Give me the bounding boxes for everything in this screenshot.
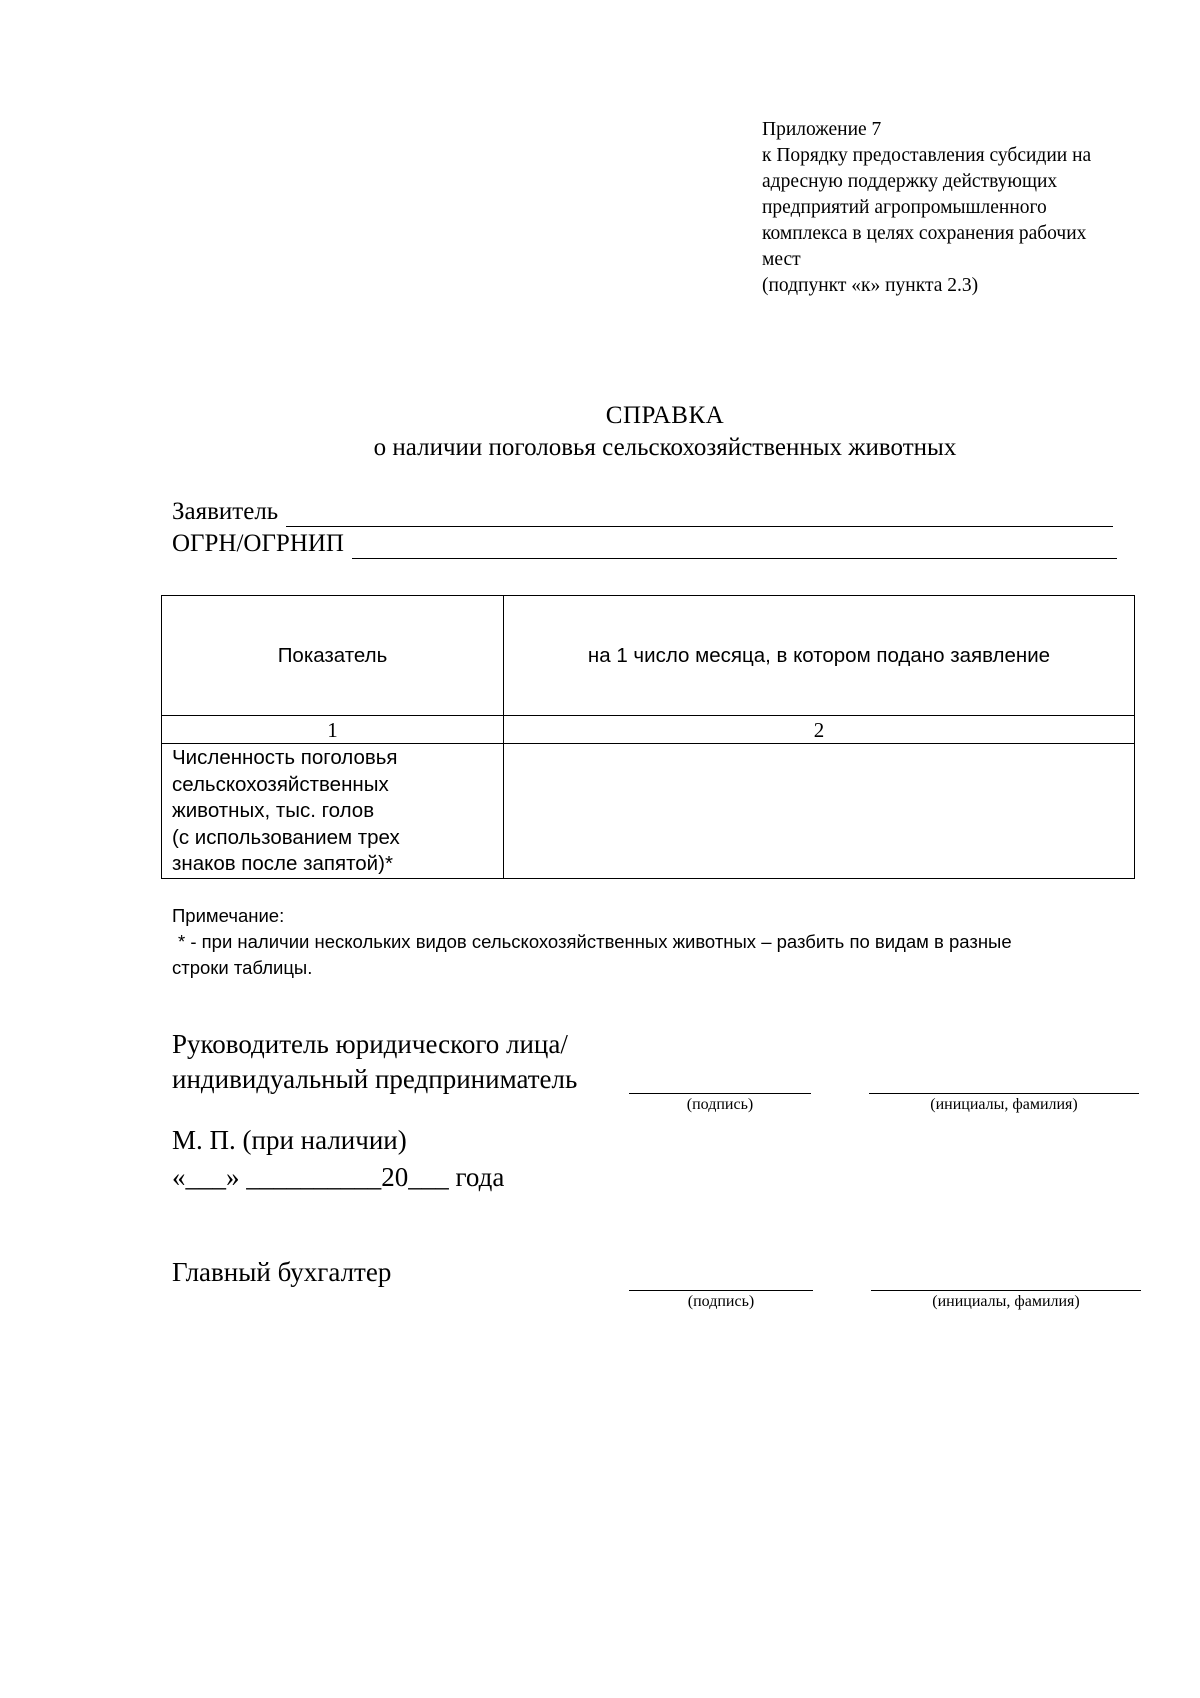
applicant-field: [172, 497, 1113, 527]
title-subtitle: о наличии поголовья сельскохозяйственных животных: [373, 434, 957, 461]
table-row: [162, 744, 1135, 879]
director-name-line[interactable]: [869, 1093, 1139, 1094]
row-label-line: (с использованием трех: [172, 825, 400, 849]
accountant-signature-caption: (подпись): [687, 1293, 755, 1310]
title-main: СПРАВКА: [605, 402, 725, 429]
note-title: Примечание:: [172, 905, 285, 926]
row-label-line: сельскохозяйственных: [172, 772, 389, 796]
row-label-cell: [162, 744, 504, 879]
header-period: на 1 число месяца, в котором подано заявление: [504, 596, 1135, 716]
accountant-signature-line[interactable]: [629, 1290, 813, 1291]
ogrn-field: [172, 529, 1117, 559]
director-label-line: Руководитель юридического лица/: [172, 1029, 568, 1059]
row-label-line: Численность поголовья: [172, 746, 398, 769]
annex-line: мест: [762, 249, 801, 270]
annex-line: предприятий агропромышленного: [762, 197, 1047, 218]
column-number-2: 2: [504, 716, 1135, 744]
annex-line: Приложение 7: [762, 119, 882, 140]
stamp-label: М. П. (при наличии): [172, 1125, 407, 1155]
director-label-line: индивидуальный предприниматель: [172, 1064, 578, 1094]
annex-line: адресную поддержку действующих: [762, 171, 1058, 192]
note-block: [172, 903, 1012, 981]
ogrn-input-line[interactable]: [352, 536, 1117, 559]
annex-line: к Порядку предоставления субсидии на: [762, 145, 1092, 166]
applicant-input-line[interactable]: [286, 504, 1113, 527]
accountant-label: Главный бухгалтер: [172, 1257, 392, 1287]
accountant-name-line[interactable]: [871, 1290, 1141, 1291]
document-title: [0, 400, 1200, 464]
note-line: * - при наличии нескольких видов сельскохозяйственных животных – разбить по видам в разные: [178, 931, 1012, 952]
director-signature-caption: (подпись): [686, 1096, 754, 1113]
director-name-caption: (инициалы, фамилия): [930, 1096, 1078, 1113]
annex-line: комплекса в целях сохранения рабочих: [762, 223, 1087, 244]
header-indicator: Показатель: [162, 596, 504, 716]
table-header-row: [162, 596, 1135, 716]
row-label-line: знаков после запятой)*: [172, 852, 393, 875]
row-value-cell[interactable]: [504, 744, 1135, 879]
annex-line: (подпункт «к» пункта 2.3): [762, 275, 979, 296]
column-number-1: 1: [162, 716, 504, 744]
annex-header: [762, 117, 1162, 299]
table-number-row: [162, 716, 1135, 744]
note-line: строки таблицы.: [172, 957, 313, 978]
accountant-name-caption: (инициалы, фамилия): [932, 1293, 1080, 1310]
ogrn-label: ОГРН/ОГРНИП: [172, 530, 344, 557]
row-label-line: животных, тыс. голов: [172, 799, 375, 822]
date-field: «___» __________20___ года: [172, 1162, 505, 1192]
applicant-label: Заявитель: [172, 498, 279, 525]
director-signature-line[interactable]: [629, 1093, 811, 1094]
director-label: [172, 1027, 577, 1097]
livestock-table: [161, 595, 1135, 879]
